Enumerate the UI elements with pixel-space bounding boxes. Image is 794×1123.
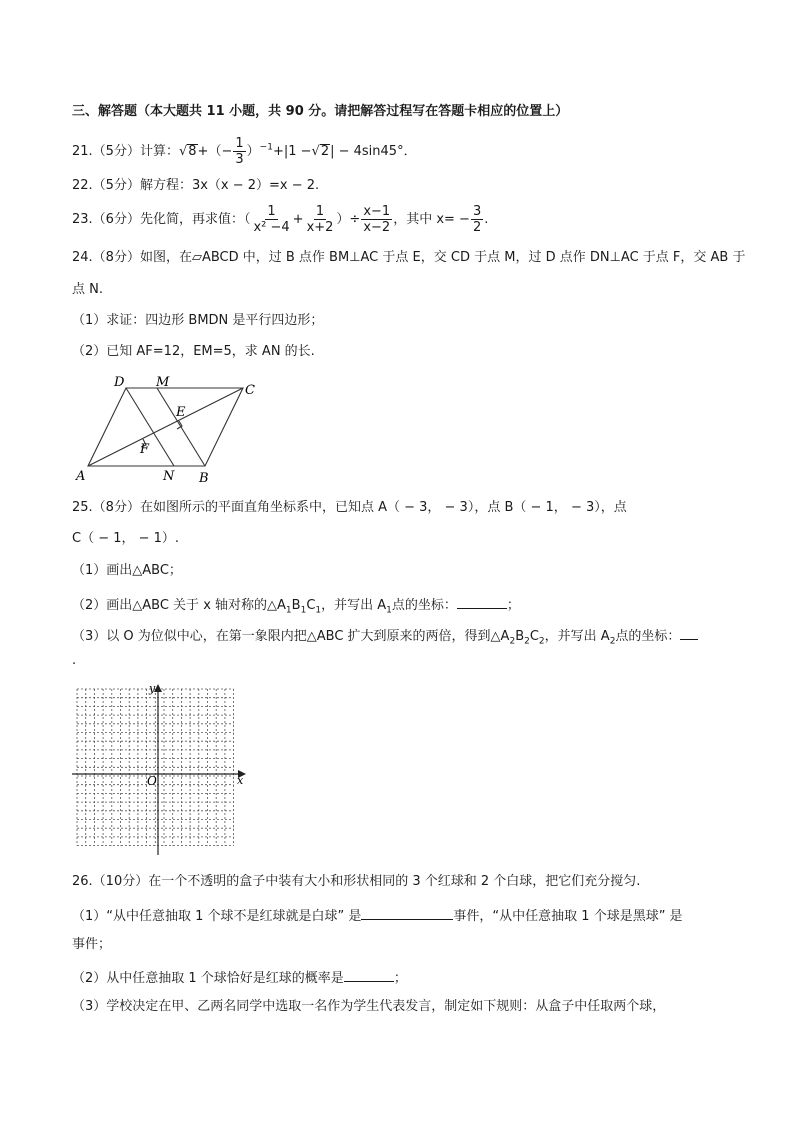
q21-frac-den: 3 [235, 152, 244, 167]
q23-f3-num: x−1 [363, 204, 391, 219]
q25-p2-text-b: B [291, 598, 301, 613]
q25-p2-end: ； [506, 598, 520, 613]
q25-p3-sub-c: 2 [538, 636, 545, 647]
label-m: M [156, 375, 170, 390]
label-n: N [163, 469, 175, 484]
q23-plus: + [292, 212, 304, 227]
q25-p2-text-a: （2）画出△ABC 关于 x 轴对称的△A [72, 598, 286, 613]
q25-p3-sub-b: 2 [524, 636, 530, 647]
origin-label: O [147, 774, 157, 788]
q25-p2-sub-d: 1 [386, 605, 392, 616]
segment-dn [126, 388, 174, 466]
question-26-part-2 [72, 967, 407, 988]
q23-f4-num: 3 [472, 204, 482, 219]
q25-p3-text-a: （3）以 O 为位似中心，在第一象限内把△ABC 扩大到原来的两倍，得到△A [72, 629, 510, 644]
q21-sqrt-arg2: 2 [320, 144, 330, 159]
question-24-part-2: （2）已知 AF=12，EM=5，求 AN 的长. [72, 344, 315, 359]
question-25-line-2: C（ − 1， − 1）. [72, 531, 180, 546]
question-24-line-2: 点 N. [72, 282, 103, 297]
answer-blank-event-1[interactable] [361, 905, 453, 920]
q21-fraction [233, 136, 245, 167]
label-e: E [176, 405, 186, 420]
q23-div: ）÷ [336, 212, 361, 227]
q26-p2-text-b: ； [393, 971, 407, 986]
q21-tail-a: ） [246, 144, 260, 159]
q25-p2-sub-b: 1 [300, 605, 307, 616]
q21-frac-num: 1 [235, 136, 244, 151]
q25-p2-text-d: ，并写出 A [321, 598, 387, 613]
q21-lead: 计算： [139, 144, 179, 159]
x-axis-label: x [237, 774, 244, 787]
q23-f2-num: 1 [315, 204, 325, 219]
answer-blank-probability[interactable] [344, 967, 394, 982]
q21-minus: − [221, 144, 233, 159]
q21-tail-c: | − 4sin45°． [330, 144, 417, 159]
question-21 [72, 136, 417, 167]
q25-p3-sub-d: 2 [609, 636, 616, 647]
question-26-line-1: 26.（10分）在一个不透明的盒子中装有大小和形状相同的 3 个红球和 2 个白球，把它们充分搅匀. [72, 874, 641, 889]
q23-f4-den: 2 [472, 220, 482, 235]
q23-fraction-1 [251, 204, 291, 235]
q25-p2-sub-c: 1 [315, 605, 322, 616]
label-b: B [199, 471, 209, 486]
question-24-part-1: （1）求证：四边形 BMDN 是平行四边形； [72, 313, 324, 328]
q23-fraction-2 [305, 204, 336, 235]
q26-p1-text-a: （1）“从中任意抽取 1 个球不是红球就是白球” 是 [72, 909, 362, 924]
q21-tail-b: +|1 − [272, 144, 312, 159]
question-25-line-1: 25.（8分）在如图所示的平面直角坐标系中，已知点 A（ − 3， − 3），点 B（ − 1， − 3），点 [72, 500, 627, 515]
q25-p2-sub-a: 1 [285, 605, 292, 616]
q23-fraction-3 [361, 204, 392, 235]
q23-f2-den: x+2 [306, 220, 334, 235]
q23-where: ，其中 x= − [393, 212, 470, 227]
q21-number: 21.（5分） [72, 144, 140, 159]
question-22: 22.（5分）解方程：3x（x − 2）=x − 2. [72, 178, 320, 193]
q25-p3-sub-a: 2 [509, 636, 516, 647]
question-26-part-1 [72, 905, 683, 926]
question-23 [72, 204, 488, 235]
q25-p3-text-c: C [529, 629, 539, 644]
diagonal-ac [88, 388, 243, 466]
sqrt-sign: √ [311, 144, 320, 159]
question-26-part-1-cont: 事件； [72, 937, 112, 952]
q26-p2-text-a: （2）从中任意抽取 1 个球恰好是红球的概率是 [72, 971, 344, 986]
q25-p3-text-b: B [515, 629, 525, 644]
coordinate-grid [70, 683, 250, 859]
q25-p2-text-c: C [306, 598, 316, 613]
sqrt-sign: √ [178, 144, 188, 159]
answer-blank-a2[interactable] [680, 625, 698, 640]
label-a: A [76, 469, 86, 484]
label-c: C [245, 383, 255, 398]
q23-lead: 23.（6分）先化简，再求值：（ [72, 212, 251, 227]
q21-plus-open: +（ [197, 144, 222, 159]
q21-exponent: −1 [259, 142, 273, 153]
question-25-dot: . [72, 653, 77, 668]
y-axis-label: y [149, 683, 156, 695]
q23-fraction-4 [471, 204, 483, 235]
q23-end: . [484, 212, 489, 227]
question-26-part-3: （3）学校决定在甲、乙两名同学中选取一名作为学生代表发言，制定如下规则：从盒子中任取两个球， [72, 999, 666, 1014]
q25-p2-text-e: 点的坐标： [391, 598, 457, 613]
question-25-part-2 [72, 594, 520, 620]
q23-f1-den: x² −4 [253, 220, 290, 235]
q25-p3-text-e: 点的坐标： [615, 629, 681, 644]
label-f: F [140, 442, 150, 457]
q23-f3-den: x−2 [363, 220, 391, 235]
q21-sqrt-arg: 8 [188, 144, 197, 159]
section-title: 三、解答题（本大题共 11 小题，共 90 分。请把解答过程写在答题卡相应的位置上） [72, 104, 569, 119]
label-d: D [114, 375, 125, 390]
answer-blank-a1[interactable] [457, 594, 507, 609]
question-25-part-1: （1）画出△ABC； [72, 563, 182, 578]
question-25-part-3 [72, 625, 698, 651]
q25-p3-text-d: ，并写出 A [544, 629, 610, 644]
question-24-line-1: 24.（8分）如图，在▱ABCD 中，过 B 点作 BM⊥AC 于点 E，交 CD 于点 M，过 D 点作 DN⊥AC 于点 F，交 AB 于 [72, 250, 746, 265]
q23-f1-num: 1 [267, 204, 276, 219]
parallelogram-figure [70, 370, 270, 488]
q26-p1-text-b: 事件，“从中任意抽取 1 个球是黑球” 是 [453, 909, 683, 924]
